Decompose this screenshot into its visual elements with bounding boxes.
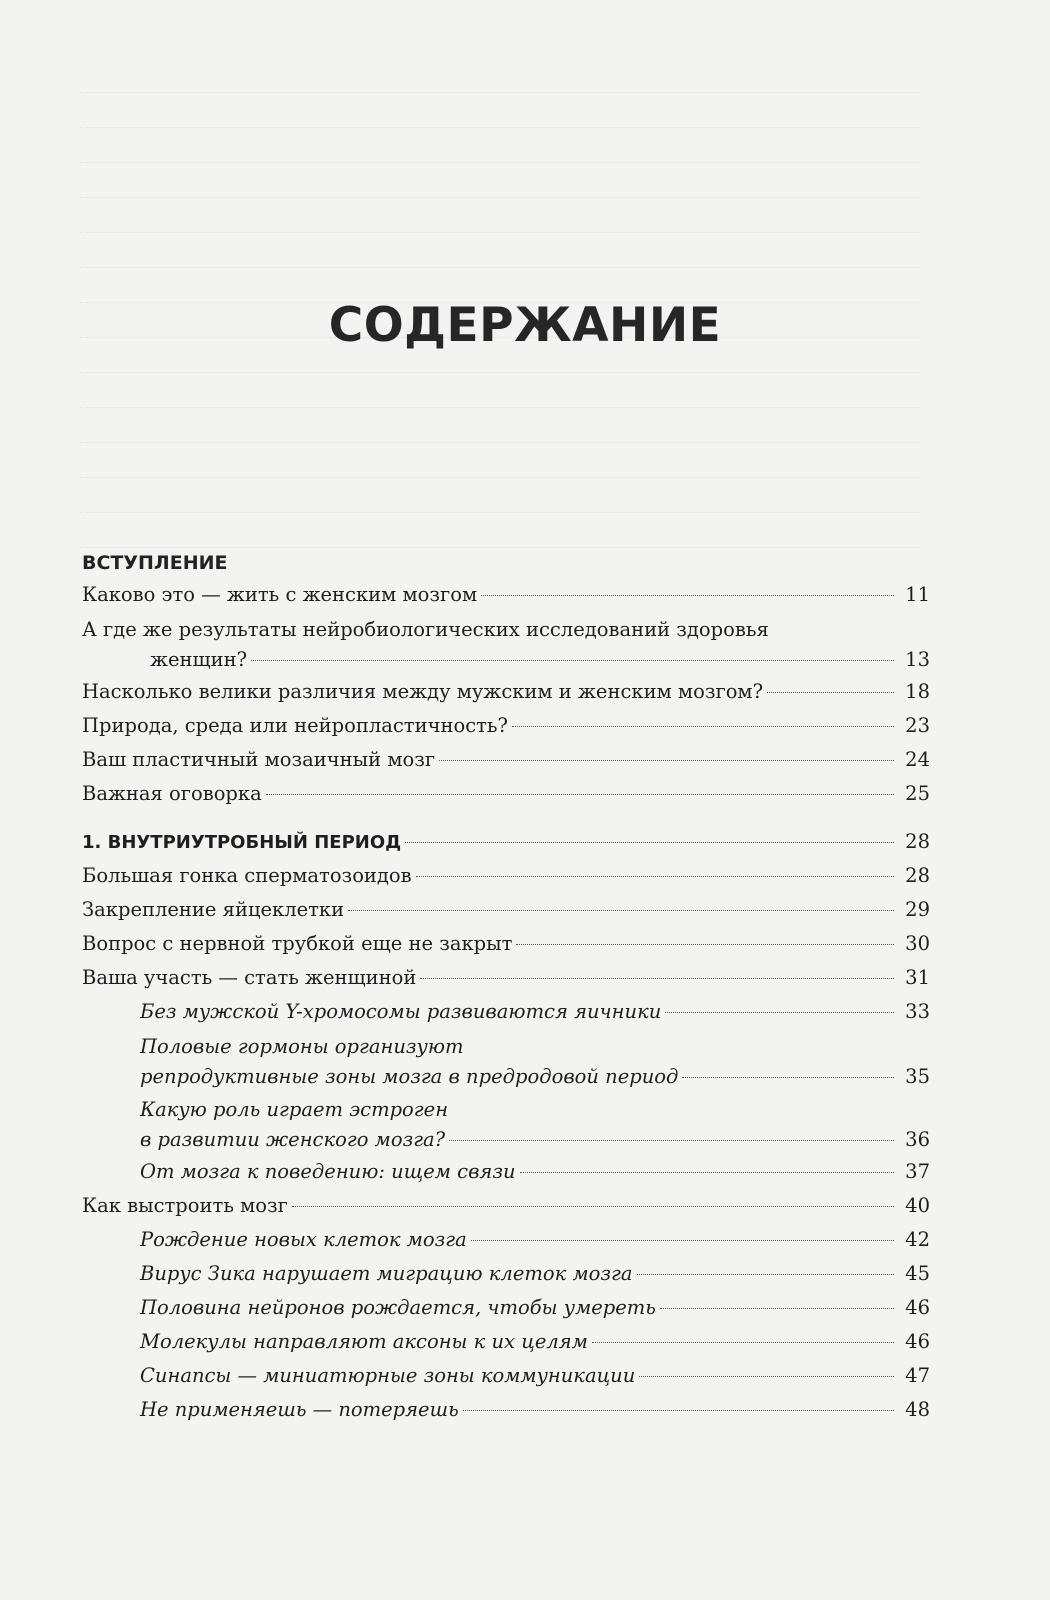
toc-entry-page: 45 bbox=[905, 1262, 930, 1285]
toc-entry-title: Не применяешь — потеряешь bbox=[140, 1398, 459, 1421]
toc-entry-page: 42 bbox=[905, 1228, 930, 1251]
toc-entry-page: 31 bbox=[905, 966, 930, 989]
toc-entry-page: 35 bbox=[905, 1065, 930, 1088]
toc-entry-title: Природа, среда или нейропластичность? bbox=[82, 714, 508, 737]
dot-leader bbox=[592, 1342, 894, 1343]
dot-leader bbox=[660, 1308, 894, 1309]
table-of-contents bbox=[82, 548, 930, 1427]
toc-subentry[interactable] bbox=[82, 1092, 930, 1155]
toc-entry-title: Насколько велики различия между мужским и женским мозгом? bbox=[82, 680, 764, 703]
toc-subentry[interactable] bbox=[82, 995, 930, 1029]
toc-entry-title: Ваш пластичный мозаичный мозг bbox=[82, 748, 436, 771]
toc-entry[interactable] bbox=[82, 859, 930, 893]
toc-chapter-title: 1. ВНУТРИУТРОБНЫЙ ПЕРИОД bbox=[82, 832, 402, 853]
toc-subentry[interactable] bbox=[82, 1359, 930, 1393]
toc-entry-title: Ваша участь — стать женщиной bbox=[82, 966, 417, 989]
toc-entry-page: 30 bbox=[905, 932, 930, 955]
dot-leader bbox=[251, 660, 894, 661]
toc-entry[interactable] bbox=[82, 1189, 930, 1223]
page-title: СОДЕРЖАНИЕ bbox=[328, 298, 722, 353]
dot-leader bbox=[516, 944, 894, 945]
toc-entry[interactable] bbox=[82, 961, 930, 995]
toc-entry-title: Половина нейронов рождается, чтобы умереть bbox=[140, 1296, 656, 1319]
toc-entry-page: 37 bbox=[905, 1160, 930, 1183]
toc-subentry[interactable] bbox=[82, 1223, 930, 1257]
toc-entry[interactable] bbox=[82, 743, 930, 777]
toc-subentry[interactable] bbox=[82, 1029, 930, 1092]
toc-chapter-entry[interactable] bbox=[82, 825, 930, 859]
dot-leader bbox=[639, 1376, 894, 1377]
toc-entry-title: Как выстроить мозг bbox=[82, 1194, 288, 1217]
toc-entry-page: 18 bbox=[905, 680, 930, 703]
dot-leader bbox=[449, 1140, 894, 1141]
toc-entry[interactable] bbox=[82, 709, 930, 743]
toc-entry-page: 29 bbox=[905, 898, 930, 921]
dot-leader bbox=[420, 978, 894, 979]
dot-leader bbox=[439, 760, 894, 761]
dot-leader bbox=[348, 910, 894, 911]
toc-entry-title-line2: в развитии женского мозга? bbox=[140, 1128, 446, 1151]
toc-subentry[interactable] bbox=[82, 1325, 930, 1359]
toc-entry[interactable] bbox=[82, 893, 930, 927]
dot-leader bbox=[767, 692, 894, 693]
toc-entry-title: Вирус Зика нарушает миграцию клеток мозга bbox=[140, 1262, 633, 1285]
toc-entry-page: 46 bbox=[905, 1330, 930, 1353]
dot-leader bbox=[463, 1410, 894, 1411]
dot-leader bbox=[471, 1240, 894, 1241]
toc-entry[interactable] bbox=[82, 675, 930, 709]
toc-entry-page: 24 bbox=[905, 748, 930, 771]
toc-entry-title: Большая гонка сперматозоидов bbox=[82, 864, 412, 887]
toc-subentry[interactable] bbox=[82, 1393, 930, 1427]
toc-entry-page: 46 bbox=[905, 1296, 930, 1319]
toc-entry-title: Вопрос с нервной трубкой еще не закрыт bbox=[82, 932, 513, 955]
dot-leader bbox=[512, 726, 894, 727]
dot-leader bbox=[481, 595, 894, 596]
toc-entry-title: Важная оговорка bbox=[82, 782, 262, 805]
toc-entry-page: 11 bbox=[905, 583, 930, 606]
dot-leader bbox=[665, 1012, 894, 1013]
toc-entry-title: От мозга к поведению: ищем связи bbox=[140, 1160, 516, 1183]
dot-leader bbox=[405, 842, 894, 843]
dot-leader bbox=[637, 1274, 895, 1275]
toc-entry-title: Синапсы — миниатюрные зоны коммуникации bbox=[140, 1364, 636, 1387]
toc-entry-title-line1: Какую роль играет эстроген bbox=[140, 1098, 449, 1121]
toc-entry-title-line2: репродуктивные зоны мозга в предродовой период bbox=[140, 1065, 679, 1088]
toc-entry[interactable] bbox=[82, 927, 930, 961]
toc-entry-title: Рождение новых клеток мозга bbox=[140, 1228, 467, 1251]
toc-entry-page: 13 bbox=[905, 648, 930, 671]
toc-entry-page: 23 bbox=[905, 714, 930, 737]
toc-entry-title: Каково это — жить с женским мозгом bbox=[82, 583, 478, 606]
section-heading-intro: ВСТУПЛЕНИЕ bbox=[82, 552, 228, 574]
toc-entry[interactable] bbox=[82, 578, 930, 612]
toc-entry-title-line2: женщин? bbox=[150, 648, 248, 671]
toc-entry-title-line1: А где же результаты нейробиологических исследований здоровья bbox=[82, 618, 769, 641]
dot-leader bbox=[292, 1206, 894, 1207]
toc-entry-page: 28 bbox=[905, 864, 930, 887]
toc-entry-title: Закрепление яйцеклетки bbox=[82, 898, 345, 921]
toc-entry[interactable] bbox=[82, 777, 930, 811]
toc-subentry[interactable] bbox=[82, 1291, 930, 1325]
dot-leader bbox=[266, 794, 894, 795]
toc-entry[interactable] bbox=[82, 612, 930, 675]
toc-entry-page: 36 bbox=[905, 1128, 930, 1151]
toc-subentry[interactable] bbox=[82, 1155, 930, 1189]
toc-entry-page: 33 bbox=[905, 1000, 930, 1023]
toc-entry-page: 47 bbox=[905, 1364, 930, 1387]
toc-entry-title: Молекулы направляют аксоны к их целям bbox=[140, 1330, 588, 1353]
dot-leader bbox=[682, 1077, 894, 1078]
toc-entry-title-line1: Половые гормоны организуют bbox=[140, 1035, 464, 1058]
toc-entry-page: 40 bbox=[905, 1194, 930, 1217]
toc-entry-page: 48 bbox=[905, 1398, 930, 1421]
toc-subentry[interactable] bbox=[82, 1257, 930, 1291]
dot-leader bbox=[520, 1172, 894, 1173]
dot-leader bbox=[416, 876, 894, 877]
toc-entry-page: 28 bbox=[905, 830, 930, 853]
toc-entry-title: Без мужской Y-хромосомы развиваются яичники bbox=[140, 1000, 662, 1023]
toc-entry-page: 25 bbox=[905, 782, 930, 805]
